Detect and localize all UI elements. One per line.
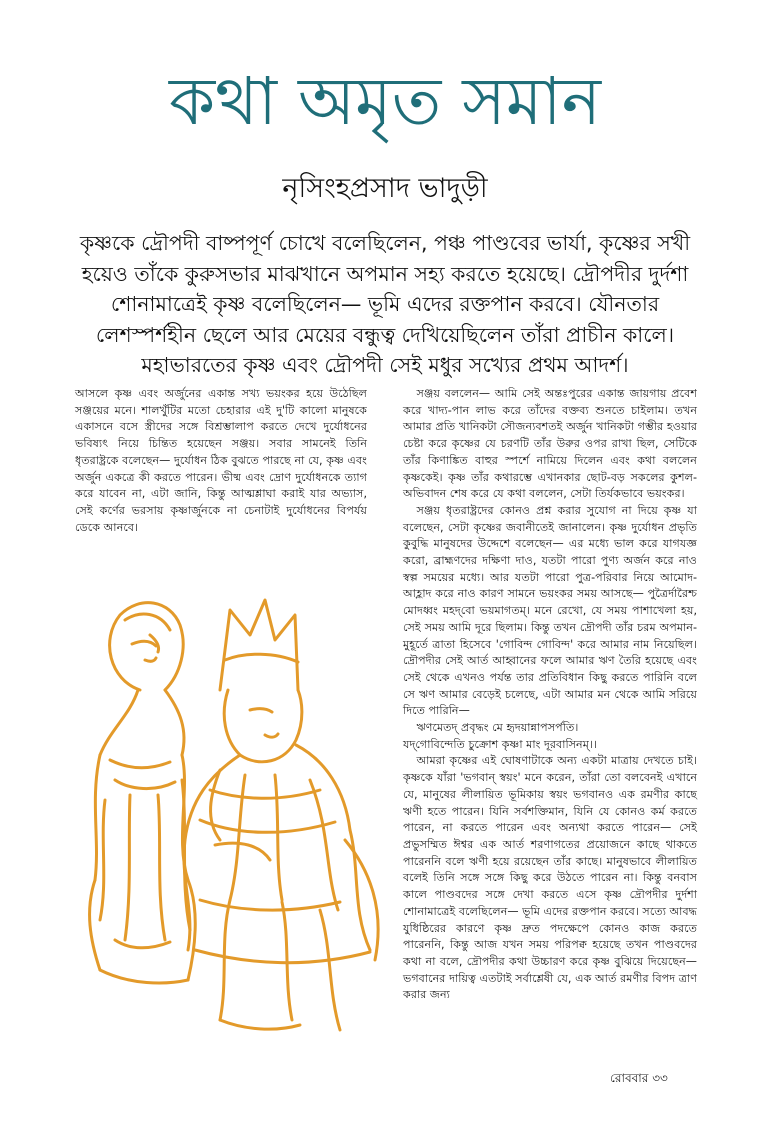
left-column [75, 386, 367, 536]
body-paragraph: আমরা কৃষ্ণের এই ঘোষণাটাকে অন্য একটা মাত্রায় দেখতে চাই। কৃষ্ণকে যাঁরা 'ভগবান্‌ স্বয়ং' মনে করেন, তাঁরা তো বলবেনই এখানে যে, মানুষের লীলায়িত ভূমিকায় স্বয়ং ভগবানও এক রমণীর কাছে ঋণী হতে পারেন। যিনি সর্বশক্তিমান, যিনি যে কোনও কর্ম করতে পারেন, না করতে পারেন এবং অন্যথা করতে পারেন— সেই প্রভুসম্মিত ঈশ্বর এক আর্ত শরণাগতের প্রয়োজনে কাছে থাকতে পারেননি বলে ঋণী হয়ে রয়েছেন তাঁর কাছে। মানুষভাবে লীলায়িত বলেই তিনি সঙ্গে সঙ্গে কিছু করে উঠতে পারেন না। কিন্তু বনবাস কালে পাণ্ডবদের সঙ্গে দেখা করতে এসে কৃষ্ণ দ্রৌপদীর দুর্দশা শোনামাত্রেই বলেছিলেন— ভূমি এদের রক্তপান করবে। সত্যে আবদ্ধ যুধিষ্ঠিরের কারণে কৃষ্ণ দ্রুত পদক্ষেপে কোনও কাজ করতে পারেননি, কিন্তু আজ যখন সময় পরিপক্ব হয়েছে তখন পাণ্ডবদের কথা না বলে, দ্রৌপদীর কথা উচ্চারণ করে কৃষ্ণ বুঝিয়ে দিয়েছেন— ভগবানের দায়িত্ব এতটাই সর্বাশ্লেষী যে, এক আর্ত রমণীর বিপদ ত্রাণ করার জন্য [403, 754, 697, 1002]
right-column [403, 386, 697, 1004]
author-name: নৃসিংহপ্রসাদ ভাদুড়ী [282, 173, 488, 204]
article-lede: কৃষ্ণকে দ্রৌপদী বাষ্পপূর্ণ চোখে বলেছিলেন, পঞ্চ পাণ্ডবের ভার্যা, কৃষ্ণের সখী হয়েও তাঁকে কুরুসভার মাঝখানে অপমান সহ্য করতে হয়েছে। দ্রৌপদীর দুর্দশা শোনামাত্রেই কৃষ্ণ বলেছিলেন— ভূমি এদের রক্তপান করবে। যৌনতার লেশস্পর্শহীন ছেলে আর মেয়ের বন্ধুত্ব দেখিয়েছিলেন তাঁরা প্রাচীন কালে। মহাভারতের কৃষ্ণ এবং দ্রৌপদী সেই মধুর সখ্যের প্রথম আদর্শ। [79, 231, 691, 377]
body-paragraph: সঞ্জয় ধৃতরাষ্ট্রদের কোনও প্রশ্ন করার সুযোগ না দিয়ে কৃষ্ণ যা বলেছেন, সেটা কৃষ্ণের জবানীতেই জানালেন। কৃষ্ণ দুর্যোধন প্রভৃতি কুবুদ্ধি মানুষদের উদ্দেশে বলেছেন— এর মধ্যে ভাল করে যাগযজ্ঞ করো, ব্রাহ্মণদের দক্ষিণা দাও, যতটা পারো পুণ্য অর্জন করে নাও স্বল্প সময়ের মধ্যে। আর যতটা পারো পুত্র-পরিবার নিয়ে আমোদ-আহ্লাদ করে নাও কারণ সামনে ভয়ংকর সময় আসছে— পুত্রৈর্দারৈশ্চ মোদধ্বং মহদ্‌বো ভয়মাগতম্‌। মনে রেখো, যে সময় পাশাখেলা হয়, সেই সময় আমি দূরে ছিলাম। কিন্তু তখন দ্রৌপদী তাঁর চরম অপমান-মুহূর্তে ত্রাতা হিসেবে 'গোবিন্দ গোবিন্দ' করে আমার নাম নিয়েছিল। দ্রৌপদীর সেই আর্ত আহ্বানের ফলে আমার ঋণ তৈরি হয়েছে এবং সেই থেকে এখনও পর্যন্ত তার প্রতিবিধান কিছু করতে পারিনি বলে সে ঋণ আমার বেড়েই চলেছে, এটা আমার মন থেকে আমি সরিয়ে দিতে পারিনি— [403, 503, 697, 718]
verse-line: ঋণমেতদ্‌ প্রবৃদ্ধং মে হৃদয়ান্নাপসর্পতি। [416, 721, 579, 735]
krishna-draupadi-illustration [70, 540, 400, 1040]
body-paragraph: আসলে কৃষ্ণ এবং অর্জুনের একান্ত সখ্য ভয়ংকর হয়ে উঠেছিল সঞ্জয়ের মনে। শালখুঁটির মতো চেহারার এই দু'টি কালো মানুষকে একাসনে বসে স্ত্রীদের সঙ্গে বিশ্রম্ভালাপ করতে দেখে দুর্যোধনের ভবিষ্যৎ নিয়ে চিন্তিত হয়েছেন সঞ্জয়। সবার সামনেই তিনি ধৃতরাষ্ট্রকে বলেছেন— দুর্যোধন ঠিক বুঝতে পারছে না যে, কৃষ্ণ এবং অর্জুন একত্রে কী করতে পারেন। ভীষ্ম এবং দ্রোণ দুর্যোধনকে ত্যাগ করে যাবেন না, এটা জানি, কিন্তু আত্মশ্লাঘা করাই যার অভ্যাস, সেই কর্ণের ভরসায় কৃষ্ণার্জুনকে না চেনাটাই দুর্যোধনের বিপর্যয় ডেকে আনবে। [75, 387, 367, 534]
page-footer: রোববার ৩৩ [610, 1071, 668, 1085]
article-title: কথা অমৃত সমান [168, 63, 602, 140]
verse-line: যদ্‌গোবিন্দেতি চুক্রোশ কৃষ্ণা মাং দূরবাসিনম্‌।। [403, 737, 597, 751]
body-paragraph: সঞ্জয় বললেন— আমি সেই অন্তঃপুরের একান্ত জায়গায় প্রবেশ করে খাদ্য-পান লাভ করে তাঁদের বক্তব্য শুনতে চাইলাম। তখন আমার প্রতি খানিকটা সৌজন্যবশতই অর্জুন খানিকটা গম্ভীর হওয়ার চেষ্টা করে কৃষ্ণের যে চরণটি তাঁর উরুর ওপর রাখা ছিল, সেটিকে তাঁর কিণাঙ্কিত বাহুর স্পর্শে নামিয়ে দিলেন এবং কথা বললেন কৃষ্ণকেই। কৃষ্ণ তাঁর কথারম্ভে এখানকার ছোট-বড় সকলের কুশল-অভিবাদন শেষ করে যে কথা বললেন, সেটা তির্যকভাবে ভয়ংকর। [403, 387, 697, 501]
